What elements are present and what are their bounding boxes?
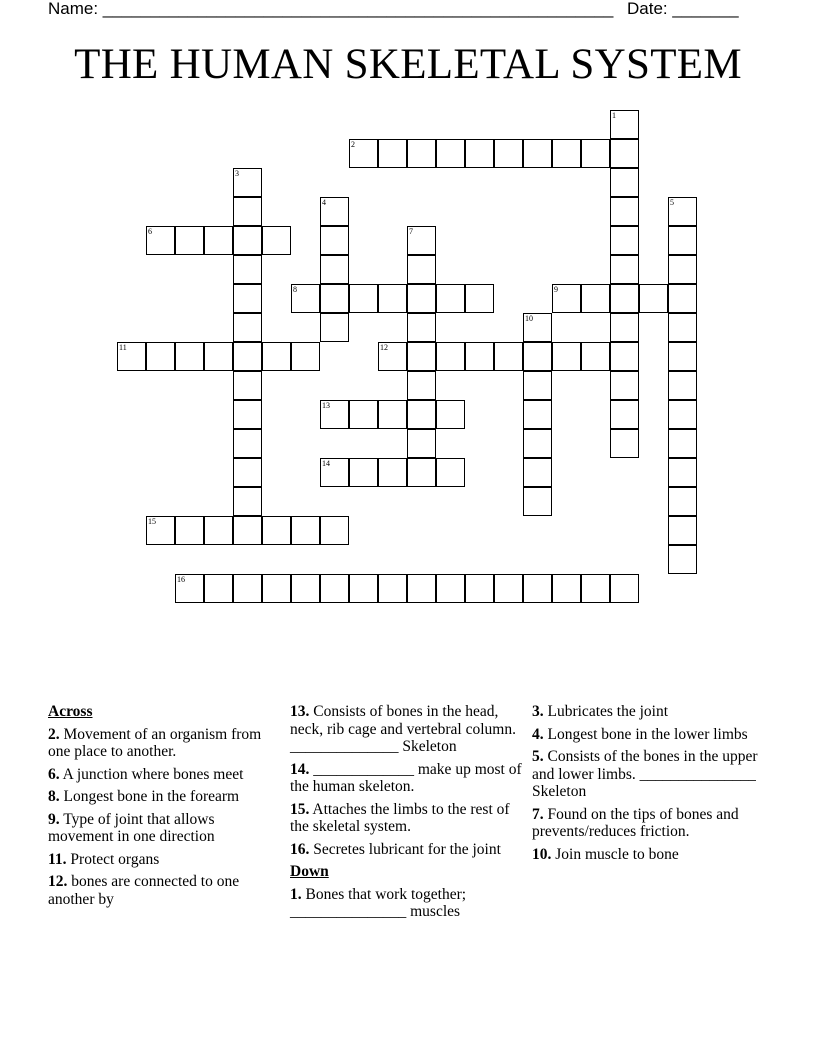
crossword-cell[interactable] bbox=[465, 139, 494, 168]
crossword-cell[interactable] bbox=[668, 342, 697, 371]
clue-number: 3. bbox=[532, 703, 544, 720]
crossword-cell[interactable] bbox=[233, 458, 262, 487]
down-clue-7 bbox=[532, 806, 764, 841]
cell-number: 13 bbox=[322, 401, 330, 410]
crossword-cell[interactable] bbox=[610, 371, 639, 400]
down-clue-3 bbox=[532, 703, 764, 721]
clue-text: _____________ make up most of the human skeleton. bbox=[290, 760, 522, 795]
crossword-cell[interactable] bbox=[465, 342, 494, 371]
clues-column-1 bbox=[48, 703, 280, 913]
crossword-cell[interactable] bbox=[436, 574, 465, 603]
clue-number: 11. bbox=[48, 850, 67, 868]
crossword-cell[interactable] bbox=[320, 197, 349, 226]
clue-number: 14. bbox=[290, 760, 310, 778]
crossword-cell[interactable] bbox=[494, 139, 523, 168]
crossword-cell[interactable] bbox=[581, 342, 610, 371]
crossword-cell[interactable] bbox=[668, 400, 697, 429]
crossword-cell[interactable] bbox=[291, 284, 320, 313]
cell-number: 9 bbox=[554, 285, 558, 294]
crossword-cell[interactable] bbox=[233, 284, 262, 313]
date-field-label: Date: _______ bbox=[627, 0, 739, 18]
crossword-cell[interactable] bbox=[407, 284, 436, 313]
clue-text: Consists of bones in the head, neck, rib cage and vertebral column. ______________ Skeleton bbox=[290, 703, 516, 755]
crossword-cell[interactable] bbox=[668, 516, 697, 545]
crossword-cell[interactable] bbox=[291, 574, 320, 603]
crossword-cell[interactable] bbox=[610, 168, 639, 197]
across-clue-6 bbox=[48, 766, 280, 784]
crossword-cell[interactable] bbox=[175, 342, 204, 371]
crossword-cell[interactable] bbox=[552, 284, 581, 313]
crossword-cell[interactable] bbox=[146, 516, 175, 545]
crossword-cell[interactable] bbox=[668, 197, 697, 226]
crossword-cell[interactable] bbox=[610, 110, 639, 139]
crossword-cell[interactable] bbox=[465, 574, 494, 603]
crossword-cell[interactable] bbox=[610, 574, 639, 603]
cell-number: 11 bbox=[119, 343, 127, 352]
clue-text: Protect organs bbox=[66, 850, 160, 868]
crossword-cell[interactable] bbox=[204, 226, 233, 255]
crossword-cell[interactable] bbox=[233, 400, 262, 429]
crossword-cell[interactable] bbox=[610, 342, 639, 371]
clue-number: 12. bbox=[48, 873, 68, 890]
clue-text: A junction where bones meet bbox=[59, 765, 244, 783]
crossword-cell[interactable] bbox=[610, 197, 639, 226]
crossword-cell[interactable] bbox=[523, 139, 552, 168]
crossword-cell[interactable] bbox=[610, 284, 639, 313]
down-clue-10 bbox=[532, 846, 764, 864]
crossword-cell[interactable] bbox=[668, 313, 697, 342]
crossword-cell[interactable] bbox=[320, 284, 349, 313]
clue-number: 10. bbox=[532, 845, 552, 863]
crossword-cell[interactable] bbox=[523, 574, 552, 603]
crossword-cell[interactable] bbox=[233, 371, 262, 400]
cell-number: 14 bbox=[322, 459, 330, 468]
crossword-cell[interactable] bbox=[175, 516, 204, 545]
clue-text: Bones that work together; _______________ muscles bbox=[290, 885, 467, 920]
crossword-cell[interactable] bbox=[320, 313, 349, 342]
clue-text: Type of joint that allows movement in one direction bbox=[48, 810, 215, 845]
crossword-cell[interactable] bbox=[233, 429, 262, 458]
crossword-cell[interactable] bbox=[436, 284, 465, 313]
cell-number: 16 bbox=[177, 575, 185, 584]
clue-text: Longest bone in the lower limbs bbox=[543, 725, 748, 743]
crossword-cell[interactable] bbox=[349, 284, 378, 313]
crossword-cell[interactable] bbox=[436, 458, 465, 487]
across-heading: Across bbox=[48, 703, 93, 720]
crossword-cell[interactable] bbox=[233, 342, 262, 371]
crossword-cell[interactable] bbox=[291, 516, 320, 545]
crossword-cell[interactable] bbox=[523, 487, 552, 516]
crossword-cell[interactable] bbox=[610, 226, 639, 255]
crossword-cell[interactable] bbox=[349, 574, 378, 603]
clue-text: Movement of an organism from one place to another. bbox=[48, 725, 262, 760]
clue-number: 1. bbox=[290, 885, 302, 903]
crossword-cell[interactable] bbox=[407, 458, 436, 487]
crossword-cell[interactable] bbox=[175, 226, 204, 255]
crossword-cell[interactable] bbox=[407, 226, 436, 255]
down-clue-5 bbox=[532, 748, 764, 801]
down-clue-4 bbox=[532, 726, 764, 744]
crossword-cell[interactable] bbox=[494, 574, 523, 603]
clues-column-3 bbox=[532, 703, 764, 868]
crossword-cell[interactable] bbox=[407, 371, 436, 400]
crossword-cell[interactable] bbox=[378, 574, 407, 603]
crossword-cell[interactable] bbox=[233, 313, 262, 342]
across-clue-9 bbox=[48, 811, 280, 846]
crossword-cell[interactable] bbox=[320, 226, 349, 255]
crossword-cell[interactable] bbox=[436, 139, 465, 168]
crossword-cell[interactable] bbox=[407, 342, 436, 371]
crossword-cell[interactable] bbox=[436, 400, 465, 429]
across-clue-13 bbox=[290, 703, 522, 756]
crossword-cell[interactable] bbox=[262, 574, 291, 603]
crossword-cell[interactable] bbox=[610, 429, 639, 458]
across-clue-16 bbox=[290, 841, 522, 859]
crossword-cell[interactable] bbox=[262, 342, 291, 371]
crossword-cell[interactable] bbox=[204, 574, 233, 603]
down-heading: Down bbox=[290, 863, 329, 880]
crossword-cell[interactable] bbox=[581, 284, 610, 313]
crossword-cell[interactable] bbox=[668, 429, 697, 458]
crossword-cell[interactable] bbox=[581, 574, 610, 603]
crossword-cell[interactable] bbox=[436, 342, 465, 371]
crossword-cell[interactable] bbox=[233, 226, 262, 255]
crossword-cell[interactable] bbox=[320, 400, 349, 429]
crossword-cell[interactable] bbox=[523, 371, 552, 400]
crossword-cell[interactable] bbox=[668, 458, 697, 487]
crossword-cell[interactable] bbox=[610, 400, 639, 429]
crossword-cell[interactable] bbox=[523, 400, 552, 429]
crossword-cell[interactable] bbox=[668, 284, 697, 313]
crossword-cell[interactable] bbox=[320, 574, 349, 603]
cell-number: 15 bbox=[148, 517, 156, 526]
clue-text: Attaches the limbs to the rest of the skeletal system. bbox=[290, 800, 510, 835]
across-clue-15 bbox=[290, 801, 522, 836]
cell-number: 7 bbox=[409, 227, 413, 236]
crossword-cell[interactable] bbox=[552, 342, 581, 371]
clue-number: 7. bbox=[532, 805, 544, 823]
crossword-cell[interactable] bbox=[668, 226, 697, 255]
crossword-cell[interactable] bbox=[610, 313, 639, 342]
clues-column-2 bbox=[290, 703, 522, 926]
crossword-cell[interactable] bbox=[320, 458, 349, 487]
crossword-cell[interactable] bbox=[407, 429, 436, 458]
crossword-cell[interactable] bbox=[262, 516, 291, 545]
crossword-cell[interactable] bbox=[523, 429, 552, 458]
crossword-cell[interactable] bbox=[523, 313, 552, 342]
crossword-cell[interactable] bbox=[378, 284, 407, 313]
crossword-cell[interactable] bbox=[407, 255, 436, 284]
crossword-cell[interactable] bbox=[668, 255, 697, 284]
clue-number: 15. bbox=[290, 800, 310, 818]
page-title: THE HUMAN SKELETAL SYSTEM bbox=[74, 41, 742, 88]
crossword-cell[interactable] bbox=[262, 226, 291, 255]
crossword-cell[interactable] bbox=[523, 342, 552, 371]
crossword-cell[interactable] bbox=[552, 139, 581, 168]
cell-number: 5 bbox=[670, 198, 674, 207]
cell-number: 1 bbox=[612, 111, 616, 120]
crossword-cell[interactable] bbox=[233, 255, 262, 284]
crossword-cell[interactable] bbox=[117, 342, 146, 371]
cell-number: 2 bbox=[351, 140, 355, 149]
clue-text: Secretes lubricant for the joint bbox=[309, 840, 501, 858]
crossword-cell[interactable] bbox=[233, 168, 262, 197]
crossword-cell[interactable] bbox=[320, 516, 349, 545]
crossword-cell[interactable] bbox=[552, 574, 581, 603]
clue-number: 9. bbox=[48, 810, 60, 828]
clue-text: Lubricates the joint bbox=[543, 703, 669, 720]
name-field-label: Name: ______________________________________________________ bbox=[48, 0, 614, 18]
clue-text: bones are connected to one another by bbox=[48, 873, 240, 908]
crossword-cell[interactable] bbox=[378, 139, 407, 168]
clue-number: 4. bbox=[532, 725, 544, 743]
crossword-cell[interactable] bbox=[204, 516, 233, 545]
crossword-cell[interactable] bbox=[407, 313, 436, 342]
crossword-cell[interactable] bbox=[175, 574, 204, 603]
clue-number: 6. bbox=[48, 765, 60, 783]
cell-number: 10 bbox=[525, 314, 533, 323]
cell-number: 3 bbox=[235, 169, 239, 178]
crossword-cell[interactable] bbox=[233, 487, 262, 516]
across-clue-14 bbox=[290, 761, 522, 796]
crossword-cell[interactable] bbox=[378, 342, 407, 371]
clue-text: Join muscle to bone bbox=[551, 845, 679, 863]
crossword-cell[interactable] bbox=[349, 400, 378, 429]
cell-number: 8 bbox=[293, 285, 297, 294]
crossword-cell[interactable] bbox=[407, 400, 436, 429]
crossword-cell[interactable] bbox=[320, 255, 349, 284]
crossword-cell[interactable] bbox=[668, 487, 697, 516]
crossword-cell[interactable] bbox=[146, 342, 175, 371]
across-clue-11 bbox=[48, 851, 280, 869]
across-clue-2 bbox=[48, 726, 280, 761]
across-clue-8 bbox=[48, 788, 280, 806]
crossword-cell[interactable] bbox=[204, 342, 233, 371]
crossword-cell[interactable] bbox=[146, 226, 175, 255]
clue-number: 8. bbox=[48, 788, 60, 805]
crossword-cell[interactable] bbox=[233, 516, 262, 545]
crossword-cell[interactable] bbox=[349, 139, 378, 168]
across-clue-12 bbox=[48, 873, 280, 908]
crossword-cell[interactable] bbox=[407, 574, 436, 603]
clue-number: 16. bbox=[290, 840, 310, 858]
clue-number: 5. bbox=[532, 748, 544, 765]
crossword-cell[interactable] bbox=[378, 458, 407, 487]
crossword-cell[interactable] bbox=[465, 284, 494, 313]
cell-number: 6 bbox=[148, 227, 152, 236]
clue-text: Found on the tips of bones and prevents/reduces friction. bbox=[532, 805, 739, 840]
crossword-cell[interactable] bbox=[349, 458, 378, 487]
crossword-cell[interactable] bbox=[610, 255, 639, 284]
crossword-cell[interactable] bbox=[610, 139, 639, 168]
cell-number: 4 bbox=[322, 198, 326, 207]
crossword-cell[interactable] bbox=[494, 342, 523, 371]
crossword-cell[interactable] bbox=[291, 342, 320, 371]
clue-text: Consists of the bones in the upper and lower limbs. _______________ Skeleton bbox=[532, 748, 758, 800]
crossword-cell[interactable] bbox=[581, 139, 610, 168]
clue-text: Longest bone in the forearm bbox=[59, 788, 240, 805]
crossword-cell[interactable] bbox=[523, 458, 552, 487]
crossword-cell[interactable] bbox=[668, 545, 697, 574]
crossword-cell[interactable] bbox=[378, 400, 407, 429]
crossword-cell[interactable] bbox=[668, 371, 697, 400]
cell-number: 12 bbox=[380, 343, 388, 352]
crossword-cell[interactable] bbox=[233, 574, 262, 603]
clue-number: 2. bbox=[48, 725, 60, 743]
crossword-cell[interactable] bbox=[639, 284, 668, 313]
clue-number: 13. bbox=[290, 703, 310, 720]
down-clue-1 bbox=[290, 886, 522, 921]
crossword-cell[interactable] bbox=[233, 197, 262, 226]
crossword-cell[interactable] bbox=[407, 139, 436, 168]
